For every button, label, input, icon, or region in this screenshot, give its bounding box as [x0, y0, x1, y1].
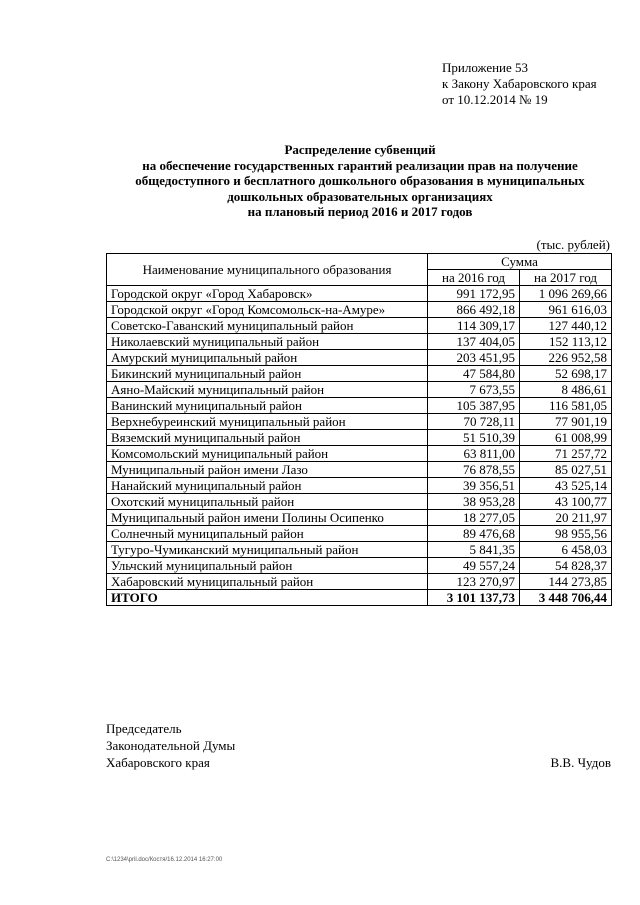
- amount-2016: 203 451,95: [428, 350, 520, 366]
- amount-2017: 43 525,14: [520, 478, 612, 494]
- table-row: [107, 366, 612, 382]
- amount-2017: 8 486,61: [520, 382, 612, 398]
- table-row: [107, 302, 612, 318]
- footer-file-path: C:\1234\pril.doc/Костя/16.12.2014 16:27:00: [106, 857, 223, 863]
- table-row: [107, 318, 612, 334]
- header-2017: на 2017 год: [520, 270, 612, 286]
- amount-2016: 7 673,55: [428, 382, 520, 398]
- table-row: [107, 430, 612, 446]
- appendix-law-date: от 10.12.2014 № 19: [442, 92, 548, 107]
- amount-2017: 71 257,72: [520, 446, 612, 462]
- amount-2016: 39 356,51: [428, 478, 520, 494]
- signatory-title-2: Законодательной Думы: [106, 738, 236, 753]
- table-row: [107, 334, 612, 350]
- subsidy-table: [106, 253, 612, 606]
- municipality-name: Вяземский муниципальный район: [107, 430, 428, 446]
- total-2016: 3 101 137,73: [428, 590, 520, 606]
- amount-2017: 116 581,05: [520, 398, 612, 414]
- amount-2016: 114 309,17: [428, 318, 520, 334]
- municipality-name: Охотский муниципальный район: [107, 494, 428, 510]
- municipality-name: Верхнебуреинский муниципальный район: [107, 414, 428, 430]
- table-row: [107, 526, 612, 542]
- municipality-name: Нанайский муниципальный район: [107, 478, 428, 494]
- amount-2016: 38 953,28: [428, 494, 520, 510]
- table-row: [107, 382, 612, 398]
- amount-2017: 98 955,56: [520, 526, 612, 542]
- amount-2016: 89 476,68: [428, 526, 520, 542]
- table-row: [107, 414, 612, 430]
- table-row: [107, 462, 612, 478]
- header-sum: Сумма: [428, 254, 612, 270]
- municipality-name: Комсомольский муниципальный район: [107, 446, 428, 462]
- table-row: [107, 494, 612, 510]
- amount-2017: 152 113,12: [520, 334, 612, 350]
- amount-2017: 85 027,51: [520, 462, 612, 478]
- amount-2017: 1 096 269,66: [520, 286, 612, 302]
- units-label: (тыс. рублей): [536, 237, 610, 252]
- table-row: [107, 558, 612, 574]
- amount-2017: 77 901,19: [520, 414, 612, 430]
- amount-2016: 137 404,05: [428, 334, 520, 350]
- appendix-number: Приложение 53: [442, 60, 529, 75]
- table-row: [107, 286, 612, 302]
- signatory-title-3: Хабаровского края: [106, 755, 210, 770]
- table-row: [107, 446, 612, 462]
- amount-2017: 43 100,77: [520, 494, 612, 510]
- amount-2016: 51 510,39: [428, 430, 520, 446]
- table-row: [107, 350, 612, 366]
- municipality-name: Ванинский муниципальный район: [107, 398, 428, 414]
- table-row: [107, 398, 612, 414]
- municipality-name: Амурский муниципальный район: [107, 350, 428, 366]
- municipality-name: Бикинский муниципальный район: [107, 366, 428, 382]
- amount-2016: 5 841,35: [428, 542, 520, 558]
- amount-2016: 105 387,95: [428, 398, 520, 414]
- amount-2017: 144 273,85: [520, 574, 612, 590]
- total-2017: 3 448 706,44: [520, 590, 612, 606]
- table-row: [107, 574, 612, 590]
- total-row: [107, 590, 612, 606]
- municipality-name: Тугуро-Чумиканский муниципальный район: [107, 542, 428, 558]
- title-line-4: дошкольных образовательных организациях: [227, 188, 493, 204]
- municipality-name: Солнечный муниципальный район: [107, 526, 428, 542]
- amount-2016: 18 277,05: [428, 510, 520, 526]
- amount-2016: 123 270,97: [428, 574, 520, 590]
- amount-2017: 61 008,99: [520, 430, 612, 446]
- appendix-law-reference: к Закону Хабаровского края: [442, 76, 597, 91]
- amount-2017: 226 952,58: [520, 350, 612, 366]
- signature-block: [106, 720, 611, 771]
- municipality-name: Городской округ «Город Комсомольск-на-Амуре»: [107, 302, 428, 318]
- municipality-name: Городской округ «Город Хабаровск»: [107, 286, 428, 302]
- header-municipality: Наименование муниципального образования: [107, 254, 428, 286]
- amount-2016: 991 172,95: [428, 286, 520, 302]
- municipality-name: Советско-Гаванский муниципальный район: [107, 318, 428, 334]
- table-row: [107, 510, 612, 526]
- signatory-name: В.В. Чудов: [550, 755, 611, 770]
- total-label: ИТОГО: [107, 590, 428, 606]
- header-2016: на 2016 год: [428, 270, 520, 286]
- amount-2016: 63 811,00: [428, 446, 520, 462]
- municipality-name: Муниципальный район имени Полины Осипенко: [107, 510, 428, 526]
- amount-2016: 70 728,11: [428, 414, 520, 430]
- appendix-header: [442, 60, 597, 108]
- amount-2016: 47 584,80: [428, 366, 520, 382]
- title-line-3: общедоступного и бесплатного дошкольного образования в муниципальных: [135, 173, 585, 188]
- title-line-2: на обеспечение государственных гарантий реализации прав на получение: [142, 157, 578, 173]
- amount-2017: 20 211,97: [520, 510, 612, 526]
- municipality-name: Ульчский муниципальный район: [107, 558, 428, 574]
- municipality-name: Муниципальный район имени Лазо: [107, 462, 428, 478]
- amount-2016: 49 557,24: [428, 558, 520, 574]
- amount-2017: 6 458,03: [520, 542, 612, 558]
- municipality-name: Николаевский муниципальный район: [107, 334, 428, 350]
- title-line-5: на плановый период 2016 и 2017 годов: [247, 204, 473, 219]
- signatory-title-1: Председатель: [106, 721, 182, 736]
- amount-2017: 52 698,17: [520, 366, 612, 382]
- table-row: [107, 478, 612, 494]
- amount-2016: 866 492,18: [428, 302, 520, 318]
- amount-2016: 76 878,55: [428, 462, 520, 478]
- municipality-name: Аяно-Майский муниципальный район: [107, 382, 428, 398]
- table-row: [107, 542, 612, 558]
- document-title: [100, 142, 620, 220]
- amount-2017: 961 616,03: [520, 302, 612, 318]
- title-line-1: Распределение субвенций: [284, 142, 436, 157]
- amount-2017: 54 828,37: [520, 558, 612, 574]
- municipality-name: Хабаровский муниципальный район: [107, 574, 428, 590]
- amount-2017: 127 440,12: [520, 318, 612, 334]
